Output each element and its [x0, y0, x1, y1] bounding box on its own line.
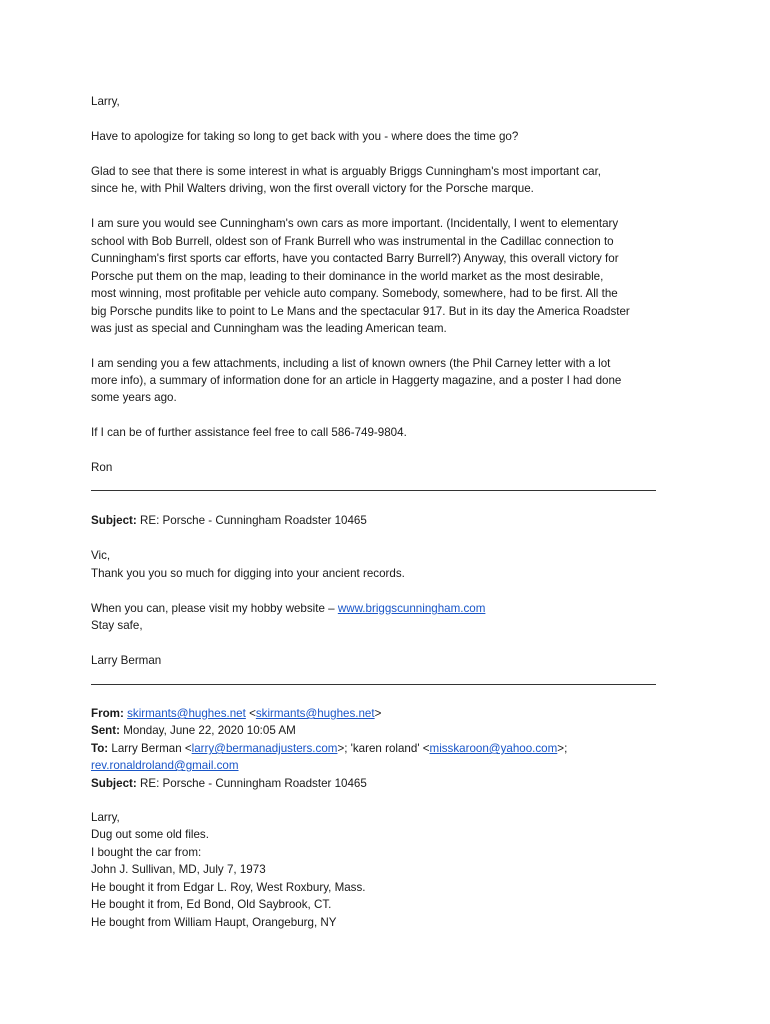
msg3-to: [91, 740, 567, 757]
subject-label: Subject:: [91, 777, 137, 790]
msg2-website-line: [91, 600, 485, 617]
website-prefix: When you can, please visit my hobby website –: [91, 602, 338, 615]
website-link[interactable]: www.briggscunningham.com: [337, 602, 486, 615]
subject-text: RE: Porsche - Cunningham Roadster 10465: [139, 777, 367, 790]
from-close: >: [374, 707, 382, 720]
msg3-from: [91, 705, 381, 722]
subject-label: Subject:: [91, 514, 137, 527]
to-end: >;: [557, 742, 568, 755]
msg3-body-line: He bought it from, Ed Bond, Old Saybrook, CT.: [91, 898, 332, 911]
greeting: Larry,: [91, 95, 120, 108]
msg3-body-line: He bought from William Haupt, Orangeburg, NY: [91, 916, 337, 929]
paragraph-interest-line: since he, with Phil Walters driving, won the first overall victory for the Porsche marque.: [91, 182, 534, 195]
subject-text: RE: Porsche - Cunningham Roadster 10465: [139, 514, 367, 527]
to-mid: >; 'karen roland' <: [337, 742, 430, 755]
paragraph-apology: Have to apologize for taking so long to get back with you - where does the time go?: [91, 130, 519, 143]
signature-ron: Ron: [91, 461, 113, 474]
to-name-1: Larry Berman <: [111, 742, 192, 755]
paragraph-attachments-line: some years ago.: [91, 391, 177, 404]
msg2-thanks: Thank you you so much for digging into your ancient records.: [91, 567, 405, 580]
msg3-subject: [91, 775, 367, 792]
paragraph-history-line: most winning, most profitable per vehicle auto company. Somebody, somewhere, had to be first. All the: [91, 287, 618, 300]
sent-date: Monday, June 22, 2020 10:05 AM: [123, 724, 296, 737]
from-email-link[interactable]: skirmants@hughes.net: [255, 707, 375, 720]
paragraph-history-line: I am sure you would see Cunningham's own cars as more important. (Incidentally, I went to elementary: [91, 217, 619, 230]
msg3-body-line: Larry,: [91, 811, 120, 824]
msg3-to-cont: [91, 757, 239, 774]
sent-label: Sent:: [91, 724, 120, 737]
to-email-1-link[interactable]: larry@bermanadjusters.com: [191, 742, 338, 755]
paragraph-history-line: Porsche put them on the map, leading to their dominance in the world market as the most desirable,: [91, 270, 604, 283]
msg2-subject: [91, 512, 367, 529]
msg3-body-line: He bought it from Edgar L. Roy, West Roxbury, Mass.: [91, 881, 366, 894]
msg2-stay-safe: Stay safe,: [91, 619, 143, 632]
paragraph-attachments-line: I am sending you a few attachments, including a list of known owners (the Phil Carney letter with a lot: [91, 357, 611, 370]
paragraph-history-line: was just as special and Cunningham was the leading American team.: [91, 322, 447, 335]
to-email-3-link[interactable]: rev.ronaldroland@gmail.com: [91, 759, 239, 772]
paragraph-contact: If I can be of further assistance feel free to call 586-749-9804.: [91, 426, 407, 439]
msg3-body-line: I bought the car from:: [91, 846, 202, 859]
to-email-2-link[interactable]: misskaroon@yahoo.com: [429, 742, 558, 755]
from-open: <: [249, 707, 256, 720]
paragraph-attachments-line: more info), a summary of information done for an article in Haggerty magazine, and a poster I had done: [91, 374, 622, 387]
paragraph-history-line: Cunningham's first sports car efforts, have you contacted Barry Burrell?) Anyway, this overall victory for: [91, 252, 619, 265]
paragraph-interest-line: Glad to see that there is some interest in what is arguably Briggs Cunningham's most important car,: [91, 165, 602, 178]
paragraph-history-line: big Porsche pundits like to point to Le Mans and the spectacular 917. But in its day the America Roadster: [91, 305, 630, 318]
msg3-body-line: John J. Sullivan, MD, July 7, 1973: [91, 863, 266, 876]
separator-line: [91, 490, 656, 491]
separator-line: [91, 684, 656, 685]
from-name-link[interactable]: skirmants@hughes.net: [127, 707, 246, 720]
from-label: From:: [91, 707, 124, 720]
paragraph-history-line: school with Bob Burrell, oldest son of Frank Burrell who was instrumental in the Cadillac connection to: [91, 235, 614, 248]
msg3-sent: [91, 722, 296, 739]
msg2-greeting: Vic,: [91, 549, 111, 562]
msg3-body-line: Dug out some old files.: [91, 828, 209, 841]
to-label: To:: [91, 742, 109, 755]
signature-larry: Larry Berman: [91, 654, 162, 667]
